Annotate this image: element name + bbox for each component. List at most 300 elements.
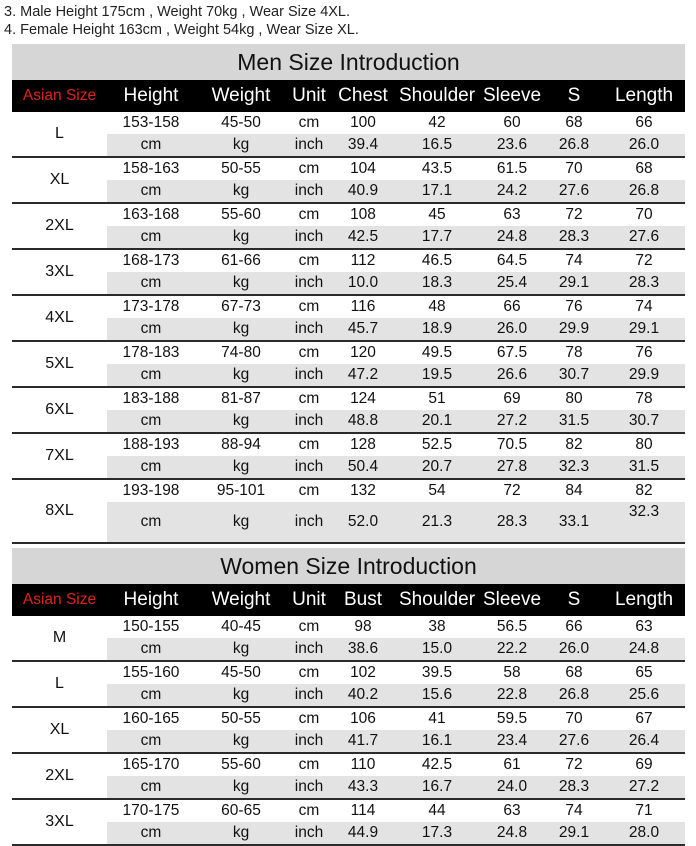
cell-weight: 74-80 xyxy=(221,344,261,361)
imperial-row xyxy=(107,134,685,156)
cell-length: 32.3 xyxy=(628,503,660,520)
cell-s: 32.3 xyxy=(558,458,590,475)
cell-weight: 81-87 xyxy=(221,390,261,407)
cell-shoulder: 44 xyxy=(428,802,446,819)
metric-row xyxy=(107,342,685,364)
cell-sleeve: 26.0 xyxy=(496,320,528,337)
imperial-row xyxy=(107,180,685,202)
cell-sleeve: 56.5 xyxy=(496,618,528,635)
cell-s: 78 xyxy=(565,344,583,361)
women-table-body xyxy=(12,616,685,846)
cell-s: 72 xyxy=(565,206,583,223)
cell-measure: 39.4 xyxy=(347,136,379,153)
cell-shoulder: 16.7 xyxy=(421,778,453,795)
cell-s: 28.3 xyxy=(558,778,590,795)
men-header-sleeve: Sleeve xyxy=(482,85,542,106)
cell-sleeve: 25.4 xyxy=(496,274,528,291)
cell-sleeve: 27.2 xyxy=(496,412,528,429)
cell-length: 26.8 xyxy=(628,182,660,199)
men-table-header xyxy=(12,80,685,112)
cell-height: cm xyxy=(140,778,162,795)
cell-s: 82 xyxy=(565,436,583,453)
cell-shoulder: 41 xyxy=(428,710,446,727)
cell-length: 63 xyxy=(635,618,653,635)
cell-s: 29.9 xyxy=(558,320,590,337)
cell-sleeve: 69 xyxy=(503,390,521,407)
cell-measure: 110 xyxy=(350,756,376,773)
cell-sleeve: 24.8 xyxy=(496,228,528,245)
cell-sleeve: 60 xyxy=(503,114,521,131)
cell-unit: inch xyxy=(294,228,324,245)
cell-s: 70 xyxy=(565,160,583,177)
cell-measure: 128 xyxy=(350,436,376,453)
metric-row xyxy=(107,708,685,730)
cell-measure: 98 xyxy=(354,618,372,635)
cell-shoulder: 19.5 xyxy=(421,366,453,383)
cell-height: 178-183 xyxy=(122,344,180,361)
cell-s: 29.1 xyxy=(558,274,590,291)
men-header-weight: Weight xyxy=(211,85,271,106)
cell-weight: 88-94 xyxy=(221,436,261,453)
size-row-group xyxy=(12,480,685,544)
imperial-row xyxy=(107,410,685,432)
cell-length: 71 xyxy=(635,802,653,819)
cell-sleeve: 61 xyxy=(503,756,521,773)
cell-height: 173-178 xyxy=(122,298,180,315)
cell-weight: kg xyxy=(232,778,250,795)
cell-weight: 45-50 xyxy=(221,114,261,131)
cell-sleeve: 24.8 xyxy=(496,824,528,841)
cell-measure: 106 xyxy=(350,710,376,727)
cell-measure: 47.2 xyxy=(347,366,379,383)
cell-height: 153-158 xyxy=(122,114,180,131)
cell-sleeve: 66 xyxy=(503,298,521,315)
cell-height: cm xyxy=(140,182,162,199)
cell-unit: cm xyxy=(298,390,320,407)
cell-shoulder: 54 xyxy=(428,482,446,499)
cell-weight: kg xyxy=(232,274,250,291)
cell-height: 188-193 xyxy=(122,436,180,453)
cell-shoulder: 15.0 xyxy=(421,640,453,657)
cell-length: 67 xyxy=(635,710,653,727)
cell-length: 65 xyxy=(635,664,653,681)
cell-shoulder: 46.5 xyxy=(421,252,453,269)
size-row-group xyxy=(12,388,685,434)
size-label: XL xyxy=(49,171,70,188)
cell-sleeve: 22.8 xyxy=(496,686,528,703)
cell-measure: 10.0 xyxy=(347,274,379,291)
women-header-height: Height xyxy=(123,589,179,610)
cell-unit: cm xyxy=(298,664,320,681)
cell-shoulder: 45 xyxy=(428,206,446,223)
cell-sleeve: 27.8 xyxy=(496,458,528,475)
women-table-header xyxy=(12,584,685,616)
cell-s: 31.5 xyxy=(558,412,590,429)
cell-length: 72 xyxy=(635,252,653,269)
cell-unit: cm xyxy=(298,344,320,361)
cell-height: cm xyxy=(140,513,162,530)
cell-unit: cm xyxy=(298,160,320,177)
imperial-row xyxy=(107,318,685,340)
size-row-group xyxy=(12,754,685,800)
cell-measure: 38.6 xyxy=(347,640,379,657)
cell-unit: cm xyxy=(298,618,320,635)
cell-shoulder: 48 xyxy=(428,298,446,315)
cell-sleeve: 23.4 xyxy=(496,732,528,749)
cell-unit: cm xyxy=(298,436,320,453)
men-table-body xyxy=(12,112,685,544)
women-header-length: Length xyxy=(614,589,674,610)
men-header-shoulder: Shoulder xyxy=(398,85,476,106)
women-header-unit: Unit xyxy=(292,589,326,610)
cell-weight: kg xyxy=(232,513,250,530)
cell-shoulder: 42.5 xyxy=(421,756,453,773)
cell-weight: kg xyxy=(232,320,250,337)
women-header-weight: Weight xyxy=(211,589,271,610)
cell-measure: 42.5 xyxy=(347,228,379,245)
metric-row xyxy=(107,754,685,776)
cell-measure: 52.0 xyxy=(347,513,379,530)
size-row-group xyxy=(12,296,685,342)
cell-s: 72 xyxy=(565,756,583,773)
cell-length: 26.4 xyxy=(628,732,660,749)
cell-length: 26.0 xyxy=(628,136,660,153)
cell-shoulder: 42 xyxy=(428,114,446,131)
cell-unit: inch xyxy=(294,136,324,153)
cell-measure: 114 xyxy=(350,802,376,819)
cell-length: 29.9 xyxy=(628,366,660,383)
cell-measure: 112 xyxy=(350,252,376,269)
cell-shoulder: 20.1 xyxy=(421,412,453,429)
cell-length: 31.5 xyxy=(628,458,660,475)
size-row-group xyxy=(12,342,685,388)
men-header-measure: Chest xyxy=(338,85,388,106)
men-header-unit: Unit xyxy=(292,85,326,106)
size-label: 2XL xyxy=(45,217,74,234)
cell-sleeve: 67.5 xyxy=(496,344,528,361)
cell-measure: 43.3 xyxy=(347,778,379,795)
cell-s: 27.6 xyxy=(558,182,590,199)
metric-row xyxy=(107,434,685,456)
cell-height: 158-163 xyxy=(122,160,180,177)
cell-s: 70 xyxy=(565,710,583,727)
size-label: M xyxy=(52,629,67,646)
cell-shoulder: 52.5 xyxy=(421,436,453,453)
cell-unit: inch xyxy=(294,513,324,530)
cell-shoulder: 15.6 xyxy=(421,686,453,703)
cell-unit: inch xyxy=(294,458,324,475)
cell-shoulder: 21.3 xyxy=(421,513,453,530)
cell-unit: inch xyxy=(294,640,324,657)
cell-shoulder: 43.5 xyxy=(421,160,453,177)
cell-s: 74 xyxy=(565,252,583,269)
cell-unit: inch xyxy=(294,320,324,337)
cell-height: cm xyxy=(140,412,162,429)
cell-s: 30.7 xyxy=(558,366,590,383)
cell-weight: kg xyxy=(232,640,250,657)
size-row-group xyxy=(12,112,685,158)
cell-length: 68 xyxy=(635,160,653,177)
size-label: 2XL xyxy=(45,767,74,784)
cell-weight: 55-60 xyxy=(221,206,261,223)
cell-measure: 41.7 xyxy=(347,732,379,749)
cell-s: 68 xyxy=(565,664,583,681)
cell-unit: inch xyxy=(294,182,324,199)
cell-height: 193-198 xyxy=(122,482,180,499)
cell-length: 78 xyxy=(635,390,653,407)
cell-shoulder: 17.1 xyxy=(421,182,453,199)
size-label: L xyxy=(55,675,64,692)
cell-s: 76 xyxy=(565,298,583,315)
cell-shoulder: 38 xyxy=(428,618,446,635)
cell-length: 29.1 xyxy=(628,320,660,337)
cell-length: 74 xyxy=(635,298,653,315)
size-label: L xyxy=(55,125,64,142)
cell-weight: kg xyxy=(232,732,250,749)
cell-weight: kg xyxy=(232,686,250,703)
women-table-title: Women Size Introduction xyxy=(12,548,685,584)
cell-measure: 102 xyxy=(350,664,376,681)
cell-measure: 132 xyxy=(350,482,376,499)
metric-row xyxy=(107,158,685,180)
cell-unit: cm xyxy=(298,206,320,223)
cell-s: 33.1 xyxy=(558,513,590,530)
cell-height: cm xyxy=(140,640,162,657)
cell-weight: 60-65 xyxy=(221,802,261,819)
cell-length: 80 xyxy=(635,436,653,453)
cell-s: 28.3 xyxy=(558,228,590,245)
cell-sleeve: 24.2 xyxy=(496,182,528,199)
women-size-table xyxy=(12,548,685,846)
cell-measure: 124 xyxy=(350,390,376,407)
cell-measure: 108 xyxy=(350,206,376,223)
cell-unit: inch xyxy=(294,274,324,291)
cell-height: cm xyxy=(140,732,162,749)
cell-sleeve: 58 xyxy=(503,664,521,681)
cell-shoulder: 20.7 xyxy=(421,458,453,475)
women-header-sleeve: Sleeve xyxy=(482,589,542,610)
cell-measure: 45.7 xyxy=(347,320,379,337)
cell-height: 150-155 xyxy=(122,618,180,635)
cell-height: cm xyxy=(140,320,162,337)
metric-row xyxy=(107,662,685,684)
cell-weight: kg xyxy=(232,182,250,199)
cell-s: 84 xyxy=(565,482,583,499)
cell-shoulder: 18.3 xyxy=(421,274,453,291)
cell-weight: kg xyxy=(232,458,250,475)
imperial-row xyxy=(107,272,685,294)
cell-height: 170-175 xyxy=(122,802,180,819)
cell-unit: cm xyxy=(298,802,320,819)
women-header-shoulder: Shoulder xyxy=(398,589,476,610)
cell-weight: 67-73 xyxy=(221,298,261,315)
cell-unit: inch xyxy=(294,686,324,703)
cell-sleeve: 28.3 xyxy=(496,513,528,530)
cell-shoulder: 18.9 xyxy=(421,320,453,337)
cell-unit: inch xyxy=(294,412,324,429)
cell-height: 160-165 xyxy=(122,710,180,727)
cell-s: 26.0 xyxy=(558,640,590,657)
cell-weight: kg xyxy=(232,412,250,429)
cell-s: 27.6 xyxy=(558,732,590,749)
cell-sleeve: 22.2 xyxy=(496,640,528,657)
cell-sleeve: 23.6 xyxy=(496,136,528,153)
cell-measure: 44.9 xyxy=(347,824,379,841)
cell-weight: 45-50 xyxy=(221,664,261,681)
imperial-row xyxy=(107,226,685,248)
cell-measure: 48.8 xyxy=(347,412,379,429)
cell-weight: kg xyxy=(232,824,250,841)
cell-s: 68 xyxy=(565,114,583,131)
cell-sleeve: 26.6 xyxy=(496,366,528,383)
cell-s: 26.8 xyxy=(558,136,590,153)
cell-length: 25.6 xyxy=(628,686,660,703)
cell-unit: cm xyxy=(298,482,320,499)
cell-measure: 116 xyxy=(350,298,376,315)
cell-unit: cm xyxy=(298,710,320,727)
cell-length: 28.0 xyxy=(628,824,660,841)
cell-unit: inch xyxy=(294,824,324,841)
cell-height: 165-170 xyxy=(122,756,180,773)
imperial-row xyxy=(107,776,685,798)
size-row-group xyxy=(12,616,685,662)
cell-sleeve: 63 xyxy=(503,802,521,819)
cell-shoulder: 16.1 xyxy=(421,732,453,749)
men-table-title: Men Size Introduction xyxy=(12,44,685,80)
imperial-row xyxy=(107,730,685,752)
imperial-row xyxy=(107,364,685,386)
cell-weight: 95-101 xyxy=(216,482,266,499)
men-size-table xyxy=(12,44,685,544)
cell-unit: inch xyxy=(294,366,324,383)
cell-shoulder: 16.5 xyxy=(421,136,453,153)
cell-length: 76 xyxy=(635,344,653,361)
cell-length: 27.6 xyxy=(628,228,660,245)
size-label: 4XL xyxy=(45,309,74,326)
note-male: 3. Male Height 175cm , Weight 70kg , Wear Size 4XL. xyxy=(4,4,351,20)
size-row-group xyxy=(12,434,685,480)
cell-measure: 104 xyxy=(350,160,376,177)
metric-row xyxy=(107,112,685,134)
women-header-s: S xyxy=(567,589,581,610)
men-header-length: Length xyxy=(614,85,674,106)
size-label: 3XL xyxy=(45,263,74,280)
metric-row xyxy=(107,800,685,822)
metric-row xyxy=(107,204,685,226)
imperial-row xyxy=(107,456,685,478)
men-header-height: Height xyxy=(123,85,179,106)
cell-length: 70 xyxy=(635,206,653,223)
men-header-asian-size: Asian Size xyxy=(22,87,97,104)
size-row-group xyxy=(12,158,685,204)
men-header-s: S xyxy=(567,85,581,106)
cell-weight: kg xyxy=(232,366,250,383)
cell-shoulder: 39.5 xyxy=(421,664,453,681)
metric-row xyxy=(107,480,685,502)
cell-height: 155-160 xyxy=(122,664,180,681)
cell-sleeve: 70.5 xyxy=(496,436,528,453)
cell-weight: 55-60 xyxy=(221,756,261,773)
cell-length: 69 xyxy=(635,756,653,773)
cell-weight: 50-55 xyxy=(221,710,261,727)
size-label: 7XL xyxy=(45,447,74,464)
size-row-group xyxy=(12,800,685,846)
imperial-row xyxy=(107,684,685,706)
cell-measure: 50.4 xyxy=(347,458,379,475)
cell-height: cm xyxy=(140,228,162,245)
cell-sleeve: 63 xyxy=(503,206,521,223)
women-header-measure: Bust xyxy=(343,589,383,610)
cell-unit: cm xyxy=(298,252,320,269)
metric-row xyxy=(107,616,685,638)
size-label: 5XL xyxy=(45,355,74,372)
size-row-group xyxy=(12,662,685,708)
cell-weight: kg xyxy=(232,228,250,245)
cell-s: 26.8 xyxy=(558,686,590,703)
imperial-row xyxy=(107,638,685,660)
cell-measure: 40.9 xyxy=(347,182,379,199)
cell-unit: inch xyxy=(294,778,324,795)
cell-weight: 50-55 xyxy=(221,160,261,177)
cell-sleeve: 64.5 xyxy=(496,252,528,269)
size-row-group xyxy=(12,250,685,296)
note-female: 4. Female Height 163cm , Weight 54kg , Wear Size XL. xyxy=(4,22,359,38)
cell-length: 30.7 xyxy=(628,412,660,429)
metric-row xyxy=(107,296,685,318)
women-header-asian-size: Asian Size xyxy=(22,591,97,608)
size-row-group xyxy=(12,708,685,754)
cell-height: cm xyxy=(140,366,162,383)
cell-measure: 40.2 xyxy=(347,686,379,703)
cell-height: cm xyxy=(140,686,162,703)
cell-height: cm xyxy=(140,824,162,841)
size-label: 8XL xyxy=(45,502,74,519)
cell-sleeve: 72 xyxy=(503,482,521,499)
size-label: XL xyxy=(49,721,70,738)
cell-sleeve: 24.0 xyxy=(496,778,528,795)
cell-weight: kg xyxy=(232,136,250,153)
cell-shoulder: 17.7 xyxy=(421,228,453,245)
imperial-row xyxy=(107,822,685,844)
metric-row xyxy=(107,250,685,272)
size-label: 3XL xyxy=(45,813,74,830)
imperial-row xyxy=(107,502,685,542)
cell-shoulder: 49.5 xyxy=(421,344,453,361)
cell-measure: 100 xyxy=(350,114,376,131)
cell-s: 80 xyxy=(565,390,583,407)
cell-height: 163-168 xyxy=(122,206,180,223)
cell-length: 28.3 xyxy=(628,274,660,291)
cell-length: 24.8 xyxy=(628,640,660,657)
cell-unit: cm xyxy=(298,756,320,773)
cell-height: cm xyxy=(140,136,162,153)
cell-length: 82 xyxy=(635,482,653,499)
cell-measure: 120 xyxy=(350,344,376,361)
cell-height: 168-173 xyxy=(122,252,180,269)
metric-row xyxy=(107,388,685,410)
cell-shoulder: 17.3 xyxy=(421,824,453,841)
cell-sleeve: 61.5 xyxy=(496,160,528,177)
cell-shoulder: 51 xyxy=(428,390,446,407)
cell-unit: cm xyxy=(298,114,320,131)
notes xyxy=(0,0,696,41)
cell-s: 74 xyxy=(565,802,583,819)
cell-length: 27.2 xyxy=(628,778,660,795)
cell-height: cm xyxy=(140,274,162,291)
cell-s: 29.1 xyxy=(558,824,590,841)
cell-weight: 61-66 xyxy=(221,252,261,269)
cell-unit: cm xyxy=(298,298,320,315)
